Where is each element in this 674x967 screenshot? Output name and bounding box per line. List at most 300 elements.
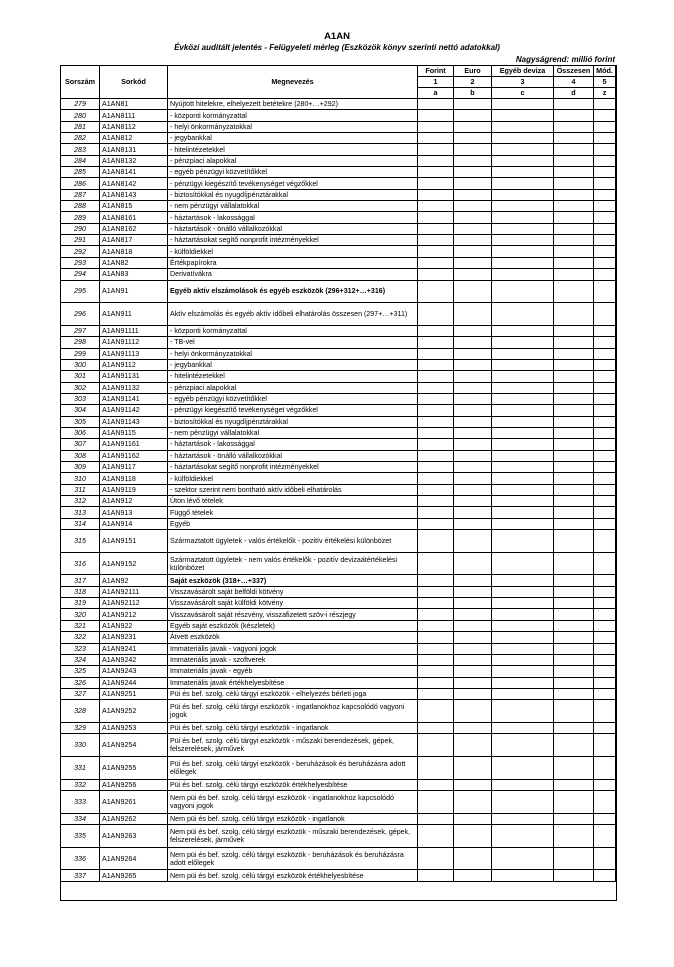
value-cell-egyeb-deviza[interactable] bbox=[492, 507, 554, 518]
value-cell-euro[interactable] bbox=[454, 371, 492, 382]
value-cell-mod[interactable] bbox=[594, 688, 616, 699]
value-cell-forint[interactable] bbox=[418, 393, 454, 404]
value-cell-forint[interactable] bbox=[418, 189, 454, 200]
value-cell-osszesen[interactable] bbox=[554, 598, 594, 609]
value-cell-euro[interactable] bbox=[454, 643, 492, 654]
value-cell-forint[interactable] bbox=[418, 473, 454, 484]
value-cell-mod[interactable] bbox=[594, 223, 616, 234]
value-cell-forint[interactable] bbox=[418, 303, 454, 326]
value-cell-forint[interactable] bbox=[418, 99, 454, 110]
value-cell-mod[interactable] bbox=[594, 416, 616, 427]
value-cell-egyeb-deviza[interactable] bbox=[492, 473, 554, 484]
value-cell-forint[interactable] bbox=[418, 870, 454, 881]
value-cell-egyeb-deviza[interactable] bbox=[492, 201, 554, 212]
value-cell-osszesen[interactable] bbox=[554, 303, 594, 326]
value-cell-forint[interactable] bbox=[418, 530, 454, 553]
value-cell-mod[interactable] bbox=[594, 257, 616, 268]
value-cell-osszesen[interactable] bbox=[554, 99, 594, 110]
value-cell-euro[interactable] bbox=[454, 620, 492, 631]
value-cell-euro[interactable] bbox=[454, 700, 492, 723]
value-cell-egyeb-deviza[interactable] bbox=[492, 144, 554, 155]
value-cell-osszesen[interactable] bbox=[554, 507, 594, 518]
value-cell-egyeb-deviza[interactable] bbox=[492, 393, 554, 404]
value-cell-egyeb-deviza[interactable] bbox=[492, 790, 554, 813]
value-cell-mod[interactable] bbox=[594, 813, 616, 824]
value-cell-euro[interactable] bbox=[454, 666, 492, 677]
value-cell-egyeb-deviza[interactable] bbox=[492, 155, 554, 166]
value-cell-egyeb-deviza[interactable] bbox=[492, 870, 554, 881]
value-cell-egyeb-deviza[interactable] bbox=[492, 167, 554, 178]
value-cell-mod[interactable] bbox=[594, 518, 616, 529]
value-cell-egyeb-deviza[interactable] bbox=[492, 303, 554, 326]
value-cell-egyeb-deviza[interactable] bbox=[492, 643, 554, 654]
value-cell-euro[interactable] bbox=[454, 632, 492, 643]
value-cell-osszesen[interactable] bbox=[554, 155, 594, 166]
value-cell-mod[interactable] bbox=[594, 496, 616, 507]
value-cell-euro[interactable] bbox=[454, 348, 492, 359]
value-cell-egyeb-deviza[interactable] bbox=[492, 257, 554, 268]
value-cell-egyeb-deviza[interactable] bbox=[492, 450, 554, 461]
value-cell-osszesen[interactable] bbox=[554, 246, 594, 257]
value-cell-mod[interactable] bbox=[594, 643, 616, 654]
value-cell-mod[interactable] bbox=[594, 473, 616, 484]
value-cell-egyeb-deviza[interactable] bbox=[492, 847, 554, 870]
value-cell-egyeb-deviza[interactable] bbox=[492, 496, 554, 507]
value-cell-euro[interactable] bbox=[454, 416, 492, 427]
value-cell-egyeb-deviza[interactable] bbox=[492, 677, 554, 688]
value-cell-euro[interactable] bbox=[454, 609, 492, 620]
value-cell-mod[interactable] bbox=[594, 167, 616, 178]
value-cell-mod[interactable] bbox=[594, 280, 616, 303]
value-cell-euro[interactable] bbox=[454, 178, 492, 189]
value-cell-osszesen[interactable] bbox=[554, 393, 594, 404]
value-cell-forint[interactable] bbox=[418, 382, 454, 393]
value-cell-mod[interactable] bbox=[594, 246, 616, 257]
value-cell-mod[interactable] bbox=[594, 609, 616, 620]
value-cell-euro[interactable] bbox=[454, 484, 492, 495]
value-cell-egyeb-deviza[interactable] bbox=[492, 779, 554, 790]
value-cell-euro[interactable] bbox=[454, 450, 492, 461]
value-cell-forint[interactable] bbox=[418, 144, 454, 155]
value-cell-forint[interactable] bbox=[418, 325, 454, 336]
value-cell-forint[interactable] bbox=[418, 280, 454, 303]
value-cell-mod[interactable] bbox=[594, 99, 616, 110]
value-cell-euro[interactable] bbox=[454, 189, 492, 200]
value-cell-egyeb-deviza[interactable] bbox=[492, 620, 554, 631]
value-cell-forint[interactable] bbox=[418, 462, 454, 473]
value-cell-egyeb-deviza[interactable] bbox=[492, 246, 554, 257]
value-cell-euro[interactable] bbox=[454, 269, 492, 280]
value-cell-forint[interactable] bbox=[418, 598, 454, 609]
value-cell-osszesen[interactable] bbox=[554, 257, 594, 268]
value-cell-forint[interactable] bbox=[418, 575, 454, 586]
value-cell-mod[interactable] bbox=[594, 700, 616, 723]
value-cell-osszesen[interactable] bbox=[554, 359, 594, 370]
value-cell-euro[interactable] bbox=[454, 507, 492, 518]
value-cell-mod[interactable] bbox=[594, 552, 616, 575]
value-cell-osszesen[interactable] bbox=[554, 325, 594, 336]
value-cell-forint[interactable] bbox=[418, 110, 454, 121]
value-cell-osszesen[interactable] bbox=[554, 688, 594, 699]
value-cell-forint[interactable] bbox=[418, 643, 454, 654]
value-cell-mod[interactable] bbox=[594, 632, 616, 643]
value-cell-mod[interactable] bbox=[594, 779, 616, 790]
value-cell-egyeb-deviza[interactable] bbox=[492, 280, 554, 303]
value-cell-egyeb-deviza[interactable] bbox=[492, 734, 554, 757]
value-cell-egyeb-deviza[interactable] bbox=[492, 223, 554, 234]
value-cell-osszesen[interactable] bbox=[554, 371, 594, 382]
value-cell-osszesen[interactable] bbox=[554, 666, 594, 677]
value-cell-mod[interactable] bbox=[594, 144, 616, 155]
value-cell-egyeb-deviza[interactable] bbox=[492, 337, 554, 348]
value-cell-mod[interactable] bbox=[594, 382, 616, 393]
value-cell-egyeb-deviza[interactable] bbox=[492, 382, 554, 393]
value-cell-egyeb-deviza[interactable] bbox=[492, 700, 554, 723]
value-cell-osszesen[interactable] bbox=[554, 212, 594, 223]
value-cell-mod[interactable] bbox=[594, 212, 616, 223]
value-cell-egyeb-deviza[interactable] bbox=[492, 121, 554, 132]
value-cell-mod[interactable] bbox=[594, 337, 616, 348]
value-cell-osszesen[interactable] bbox=[554, 439, 594, 450]
value-cell-forint[interactable] bbox=[418, 609, 454, 620]
value-cell-mod[interactable] bbox=[594, 450, 616, 461]
value-cell-osszesen[interactable] bbox=[554, 133, 594, 144]
value-cell-euro[interactable] bbox=[454, 303, 492, 326]
value-cell-euro[interactable] bbox=[454, 734, 492, 757]
value-cell-forint[interactable] bbox=[418, 269, 454, 280]
value-cell-forint[interactable] bbox=[418, 246, 454, 257]
value-cell-osszesen[interactable] bbox=[554, 462, 594, 473]
value-cell-euro[interactable] bbox=[454, 325, 492, 336]
value-cell-osszesen[interactable] bbox=[554, 813, 594, 824]
value-cell-egyeb-deviza[interactable] bbox=[492, 269, 554, 280]
value-cell-euro[interactable] bbox=[454, 155, 492, 166]
value-cell-forint[interactable] bbox=[418, 825, 454, 848]
value-cell-forint[interactable] bbox=[418, 133, 454, 144]
value-cell-euro[interactable] bbox=[454, 144, 492, 155]
value-cell-euro[interactable] bbox=[454, 677, 492, 688]
value-cell-euro[interactable] bbox=[454, 212, 492, 223]
value-cell-egyeb-deviza[interactable] bbox=[492, 632, 554, 643]
value-cell-osszesen[interactable] bbox=[554, 586, 594, 597]
value-cell-osszesen[interactable] bbox=[554, 609, 594, 620]
value-cell-forint[interactable] bbox=[418, 790, 454, 813]
value-cell-osszesen[interactable] bbox=[554, 473, 594, 484]
value-cell-euro[interactable] bbox=[454, 654, 492, 665]
value-cell-forint[interactable] bbox=[418, 178, 454, 189]
value-cell-forint[interactable] bbox=[418, 235, 454, 246]
value-cell-egyeb-deviza[interactable] bbox=[492, 212, 554, 223]
value-cell-euro[interactable] bbox=[454, 393, 492, 404]
value-cell-osszesen[interactable] bbox=[554, 450, 594, 461]
value-cell-osszesen[interactable] bbox=[554, 121, 594, 132]
value-cell-mod[interactable] bbox=[594, 507, 616, 518]
value-cell-euro[interactable] bbox=[454, 405, 492, 416]
value-cell-forint[interactable] bbox=[418, 167, 454, 178]
value-cell-euro[interactable] bbox=[454, 201, 492, 212]
value-cell-mod[interactable] bbox=[594, 371, 616, 382]
value-cell-forint[interactable] bbox=[418, 359, 454, 370]
value-cell-euro[interactable] bbox=[454, 575, 492, 586]
value-cell-egyeb-deviza[interactable] bbox=[492, 427, 554, 438]
value-cell-euro[interactable] bbox=[454, 223, 492, 234]
value-cell-egyeb-deviza[interactable] bbox=[492, 609, 554, 620]
value-cell-mod[interactable] bbox=[594, 462, 616, 473]
value-cell-egyeb-deviza[interactable] bbox=[492, 371, 554, 382]
value-cell-mod[interactable] bbox=[594, 654, 616, 665]
value-cell-forint[interactable] bbox=[418, 337, 454, 348]
value-cell-forint[interactable] bbox=[418, 427, 454, 438]
value-cell-euro[interactable] bbox=[454, 496, 492, 507]
value-cell-egyeb-deviza[interactable] bbox=[492, 484, 554, 495]
value-cell-mod[interactable] bbox=[594, 530, 616, 553]
value-cell-mod[interactable] bbox=[594, 189, 616, 200]
value-cell-egyeb-deviza[interactable] bbox=[492, 133, 554, 144]
value-cell-euro[interactable] bbox=[454, 121, 492, 132]
row-number: 312 bbox=[61, 496, 100, 507]
value-cell-euro[interactable] bbox=[454, 133, 492, 144]
value-cell-forint[interactable] bbox=[418, 507, 454, 518]
value-cell-mod[interactable] bbox=[594, 598, 616, 609]
value-cell-egyeb-deviza[interactable] bbox=[492, 654, 554, 665]
value-cell-euro[interactable] bbox=[454, 473, 492, 484]
value-cell-euro[interactable] bbox=[454, 586, 492, 597]
value-cell-forint[interactable] bbox=[418, 484, 454, 495]
value-cell-egyeb-deviza[interactable] bbox=[492, 462, 554, 473]
value-cell-forint[interactable] bbox=[418, 847, 454, 870]
value-cell-mod[interactable] bbox=[594, 325, 616, 336]
value-cell-mod[interactable] bbox=[594, 666, 616, 677]
value-cell-mod[interactable] bbox=[594, 790, 616, 813]
value-cell-forint[interactable] bbox=[418, 518, 454, 529]
value-cell-mod[interactable] bbox=[594, 620, 616, 631]
value-cell-osszesen[interactable] bbox=[554, 484, 594, 495]
value-cell-forint[interactable] bbox=[418, 450, 454, 461]
value-cell-mod[interactable] bbox=[594, 847, 616, 870]
value-cell-mod[interactable] bbox=[594, 359, 616, 370]
value-cell-euro[interactable] bbox=[454, 99, 492, 110]
value-cell-euro[interactable] bbox=[454, 847, 492, 870]
value-cell-mod[interactable] bbox=[594, 439, 616, 450]
value-cell-osszesen[interactable] bbox=[554, 269, 594, 280]
value-cell-egyeb-deviza[interactable] bbox=[492, 405, 554, 416]
value-cell-mod[interactable] bbox=[594, 484, 616, 495]
value-cell-euro[interactable] bbox=[454, 337, 492, 348]
value-cell-egyeb-deviza[interactable] bbox=[492, 110, 554, 121]
value-cell-forint[interactable] bbox=[418, 212, 454, 223]
value-cell-osszesen[interactable] bbox=[554, 201, 594, 212]
value-cell-euro[interactable] bbox=[454, 598, 492, 609]
value-cell-osszesen[interactable] bbox=[554, 178, 594, 189]
value-cell-osszesen[interactable] bbox=[554, 427, 594, 438]
value-cell-euro[interactable] bbox=[454, 722, 492, 733]
value-cell-forint[interactable] bbox=[418, 756, 454, 779]
value-cell-osszesen[interactable] bbox=[554, 847, 594, 870]
value-cell-osszesen[interactable] bbox=[554, 734, 594, 757]
value-cell-euro[interactable] bbox=[454, 359, 492, 370]
value-cell-euro[interactable] bbox=[454, 382, 492, 393]
value-cell-forint[interactable] bbox=[418, 155, 454, 166]
value-cell-osszesen[interactable] bbox=[554, 677, 594, 688]
value-cell-osszesen[interactable] bbox=[554, 518, 594, 529]
value-cell-forint[interactable] bbox=[418, 722, 454, 733]
value-cell-mod[interactable] bbox=[594, 121, 616, 132]
value-cell-egyeb-deviza[interactable] bbox=[492, 575, 554, 586]
value-cell-osszesen[interactable] bbox=[554, 280, 594, 303]
value-cell-forint[interactable] bbox=[418, 121, 454, 132]
value-cell-osszesen[interactable] bbox=[554, 110, 594, 121]
value-cell-osszesen[interactable] bbox=[554, 779, 594, 790]
value-cell-osszesen[interactable] bbox=[554, 632, 594, 643]
value-cell-mod[interactable] bbox=[594, 110, 616, 121]
value-cell-egyeb-deviza[interactable] bbox=[492, 416, 554, 427]
value-cell-egyeb-deviza[interactable] bbox=[492, 586, 554, 597]
value-cell-forint[interactable] bbox=[418, 654, 454, 665]
value-cell-osszesen[interactable] bbox=[554, 700, 594, 723]
value-cell-osszesen[interactable] bbox=[554, 348, 594, 359]
value-cell-egyeb-deviza[interactable] bbox=[492, 722, 554, 733]
value-cell-mod[interactable] bbox=[594, 155, 616, 166]
value-cell-osszesen[interactable] bbox=[554, 530, 594, 553]
value-cell-forint[interactable] bbox=[418, 813, 454, 824]
row-code: A1AN8132 bbox=[100, 155, 168, 166]
value-cell-egyeb-deviza[interactable] bbox=[492, 598, 554, 609]
value-cell-forint[interactable] bbox=[418, 688, 454, 699]
value-cell-mod[interactable] bbox=[594, 734, 616, 757]
value-cell-euro[interactable] bbox=[454, 552, 492, 575]
value-cell-forint[interactable] bbox=[418, 734, 454, 757]
value-cell-euro[interactable] bbox=[454, 779, 492, 790]
value-cell-forint[interactable] bbox=[418, 439, 454, 450]
value-cell-forint[interactable] bbox=[418, 201, 454, 212]
value-cell-mod[interactable] bbox=[594, 303, 616, 326]
value-cell-euro[interactable] bbox=[454, 110, 492, 121]
value-cell-egyeb-deviza[interactable] bbox=[492, 189, 554, 200]
value-cell-forint[interactable] bbox=[418, 620, 454, 631]
value-cell-forint[interactable] bbox=[418, 405, 454, 416]
value-cell-euro[interactable] bbox=[454, 427, 492, 438]
row-description: Püi és bef. szolg. célú tárgyi eszközök - beruházások és beruházásra adott előlegek bbox=[168, 756, 418, 779]
value-cell-egyeb-deviza[interactable] bbox=[492, 99, 554, 110]
value-cell-mod[interactable] bbox=[594, 405, 616, 416]
value-cell-forint[interactable] bbox=[418, 223, 454, 234]
value-cell-euro[interactable] bbox=[454, 280, 492, 303]
value-cell-osszesen[interactable] bbox=[554, 337, 594, 348]
value-cell-euro[interactable] bbox=[454, 825, 492, 848]
value-cell-mod[interactable] bbox=[594, 201, 616, 212]
value-cell-osszesen[interactable] bbox=[554, 223, 594, 234]
value-cell-euro[interactable] bbox=[454, 167, 492, 178]
value-cell-osszesen[interactable] bbox=[554, 654, 594, 665]
value-cell-forint[interactable] bbox=[418, 700, 454, 723]
value-cell-osszesen[interactable] bbox=[554, 144, 594, 155]
value-cell-egyeb-deviza[interactable] bbox=[492, 348, 554, 359]
value-cell-egyeb-deviza[interactable] bbox=[492, 439, 554, 450]
value-cell-forint[interactable] bbox=[418, 348, 454, 359]
value-cell-euro[interactable] bbox=[454, 756, 492, 779]
value-cell-egyeb-deviza[interactable] bbox=[492, 235, 554, 246]
row-number: 295 bbox=[61, 280, 100, 303]
value-cell-osszesen[interactable] bbox=[554, 870, 594, 881]
value-cell-mod[interactable] bbox=[594, 677, 616, 688]
value-cell-egyeb-deviza[interactable] bbox=[492, 325, 554, 336]
value-cell-mod[interactable] bbox=[594, 393, 616, 404]
value-cell-egyeb-deviza[interactable] bbox=[492, 688, 554, 699]
value-cell-euro[interactable] bbox=[454, 235, 492, 246]
value-cell-osszesen[interactable] bbox=[554, 552, 594, 575]
value-cell-euro[interactable] bbox=[454, 688, 492, 699]
value-cell-egyeb-deviza[interactable] bbox=[492, 666, 554, 677]
table-row bbox=[61, 473, 616, 484]
value-cell-osszesen[interactable] bbox=[554, 722, 594, 733]
value-cell-mod[interactable] bbox=[594, 133, 616, 144]
value-cell-mod[interactable] bbox=[594, 756, 616, 779]
value-cell-euro[interactable] bbox=[454, 246, 492, 257]
value-cell-egyeb-deviza[interactable] bbox=[492, 825, 554, 848]
value-cell-osszesen[interactable] bbox=[554, 167, 594, 178]
value-cell-mod[interactable] bbox=[594, 575, 616, 586]
value-cell-forint[interactable] bbox=[418, 416, 454, 427]
value-cell-osszesen[interactable] bbox=[554, 620, 594, 631]
value-cell-osszesen[interactable] bbox=[554, 189, 594, 200]
value-cell-forint[interactable] bbox=[418, 586, 454, 597]
value-cell-euro[interactable] bbox=[454, 257, 492, 268]
value-cell-forint[interactable] bbox=[418, 632, 454, 643]
value-cell-mod[interactable] bbox=[594, 427, 616, 438]
value-cell-osszesen[interactable] bbox=[554, 235, 594, 246]
value-cell-mod[interactable] bbox=[594, 825, 616, 848]
value-cell-mod[interactable] bbox=[594, 348, 616, 359]
value-cell-euro[interactable] bbox=[454, 813, 492, 824]
value-cell-forint[interactable] bbox=[418, 257, 454, 268]
value-cell-osszesen[interactable] bbox=[554, 790, 594, 813]
value-cell-forint[interactable] bbox=[418, 677, 454, 688]
value-cell-osszesen[interactable] bbox=[554, 382, 594, 393]
value-cell-osszesen[interactable] bbox=[554, 643, 594, 654]
value-cell-euro[interactable] bbox=[454, 790, 492, 813]
value-cell-osszesen[interactable] bbox=[554, 416, 594, 427]
value-cell-mod[interactable] bbox=[594, 269, 616, 280]
value-cell-egyeb-deviza[interactable] bbox=[492, 359, 554, 370]
value-cell-egyeb-deviza[interactable] bbox=[492, 530, 554, 553]
value-cell-mod[interactable] bbox=[594, 586, 616, 597]
value-cell-osszesen[interactable] bbox=[554, 825, 594, 848]
value-cell-forint[interactable] bbox=[418, 552, 454, 575]
value-cell-forint[interactable] bbox=[418, 371, 454, 382]
value-cell-euro[interactable] bbox=[454, 439, 492, 450]
value-cell-mod[interactable] bbox=[594, 235, 616, 246]
value-cell-osszesen[interactable] bbox=[554, 496, 594, 507]
value-cell-egyeb-deviza[interactable] bbox=[492, 552, 554, 575]
value-cell-euro[interactable] bbox=[454, 518, 492, 529]
value-cell-euro[interactable] bbox=[454, 462, 492, 473]
value-cell-euro[interactable] bbox=[454, 530, 492, 553]
value-cell-mod[interactable] bbox=[594, 722, 616, 733]
value-cell-osszesen[interactable] bbox=[554, 405, 594, 416]
value-cell-egyeb-deviza[interactable] bbox=[492, 518, 554, 529]
value-cell-mod[interactable] bbox=[594, 178, 616, 189]
value-cell-forint[interactable] bbox=[418, 496, 454, 507]
value-cell-egyeb-deviza[interactable] bbox=[492, 178, 554, 189]
value-cell-forint[interactable] bbox=[418, 779, 454, 790]
value-cell-osszesen[interactable] bbox=[554, 575, 594, 586]
value-cell-osszesen[interactable] bbox=[554, 756, 594, 779]
value-cell-euro[interactable] bbox=[454, 870, 492, 881]
value-cell-egyeb-deviza[interactable] bbox=[492, 813, 554, 824]
value-cell-egyeb-deviza[interactable] bbox=[492, 756, 554, 779]
value-cell-forint[interactable] bbox=[418, 666, 454, 677]
value-cell-mod[interactable] bbox=[594, 870, 616, 881]
